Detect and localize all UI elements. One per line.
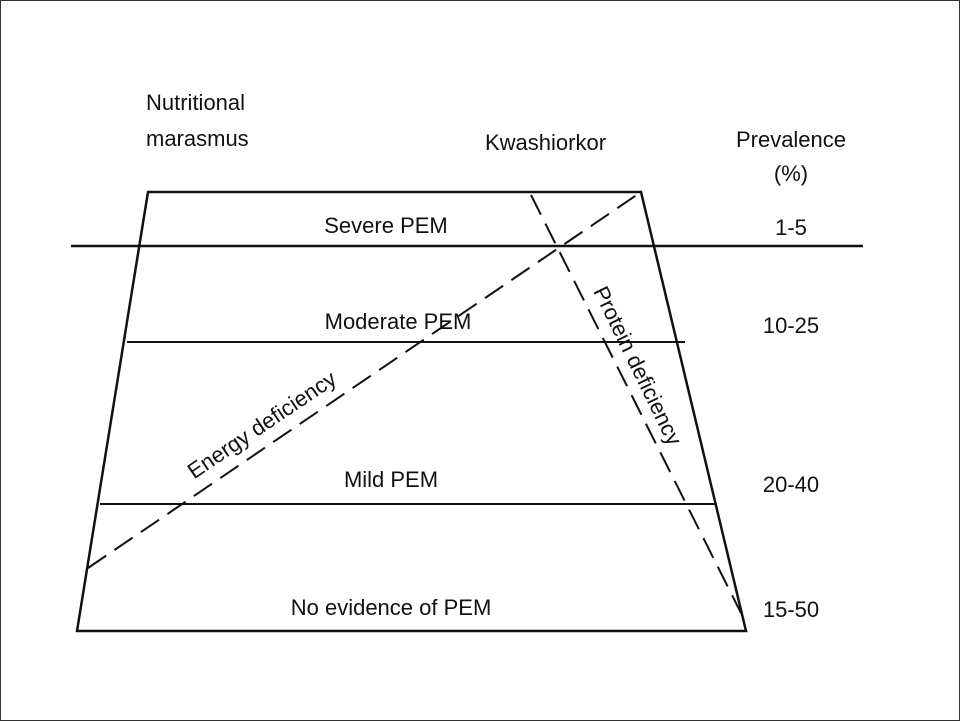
prevalence-value-severe: 1-5 (775, 215, 807, 240)
prevalence-label-line2: (%) (773, 161, 809, 186)
tier-label-none: No evidence of PEM (290, 595, 492, 620)
tier-label-moderate: Moderate PEM (324, 309, 472, 334)
energy-deficiency-line (88, 192, 641, 568)
pem-diagram (1, 1, 960, 722)
prevalence-value-mild: 20-40 (762, 472, 820, 497)
pem-trapezoid (77, 192, 746, 631)
energy-deficiency-label: Energy deficiency (182, 365, 341, 484)
tier-label-severe: Severe PEM (324, 213, 448, 238)
protein-deficiency-label: Protein deficiency (588, 282, 688, 450)
prevalence-value-none: 15-50 (762, 597, 820, 622)
prevalence-value-moderate: 10-25 (762, 313, 820, 338)
protein-deficiency-line (531, 195, 741, 613)
marasmus-label-line1: Nutritional (146, 90, 246, 115)
kwashiorkor-label: Kwashiorkor (485, 130, 607, 155)
tier-label-mild: Mild PEM (343, 467, 439, 492)
marasmus-label-line2: marasmus (146, 126, 249, 151)
prevalence-label-line1: Prevalence (735, 127, 847, 152)
